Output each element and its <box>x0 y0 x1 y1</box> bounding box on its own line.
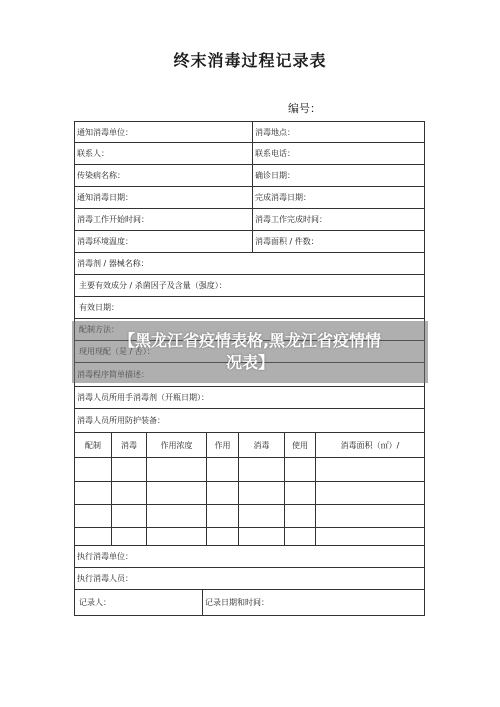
table-header-cell: 作用 <box>206 433 238 457</box>
table-cell <box>315 528 424 545</box>
table-header-cell: 作用浓度 <box>146 433 206 457</box>
table-row <box>74 505 425 528</box>
table-header-cell: 消毒面积（㎡）/ <box>315 433 424 457</box>
exec-unit-label: 执行消毒单位： <box>77 552 133 561</box>
row-times <box>74 209 425 231</box>
notify-date-label: 通知消毒日期： <box>77 193 133 202</box>
row-contact <box>74 143 425 165</box>
row-staff-hand <box>74 387 425 409</box>
end-time-label: 消毒工作完成时间： <box>252 209 424 230</box>
table-cell <box>75 482 111 504</box>
caption-line-2: 况表】 <box>225 353 274 372</box>
table-cell <box>111 458 146 481</box>
table-row <box>74 528 425 546</box>
caption-overlay <box>72 321 428 383</box>
table-cell <box>238 458 284 481</box>
table-cell <box>206 458 238 481</box>
table-cell <box>238 505 284 527</box>
form-title: 终末消毒过程记录表 <box>173 51 327 70</box>
notify-unit-label: 通知消毒单位： <box>77 127 133 137</box>
table-cell <box>315 458 424 481</box>
row-notify-unit <box>74 121 425 143</box>
table-cell <box>146 458 206 481</box>
table-cell <box>75 458 111 481</box>
row-exec-unit <box>74 546 425 568</box>
table-row <box>74 458 425 482</box>
table-cell <box>206 528 238 545</box>
row-disease <box>74 165 425 187</box>
table-cell <box>206 482 238 504</box>
disinfect-site-label: 消毒地点： <box>252 122 424 142</box>
row-agent-name <box>74 253 425 275</box>
serial-number-label: 编号： <box>288 102 321 115</box>
env-temp-label: 消毒环境温度： <box>77 237 133 246</box>
table-cell <box>75 505 111 527</box>
staff-hand-label: 消毒人员所用手消毒剂（开瓶日期）： <box>77 393 209 402</box>
table-cell <box>284 528 315 545</box>
table-cell <box>284 482 315 504</box>
row-recorder <box>74 590 425 616</box>
row-exec-staff <box>74 568 425 590</box>
table-cell <box>284 458 315 481</box>
agent-name-label: 消毒剂 / 器械名称： <box>77 259 149 268</box>
table-cell <box>315 482 424 504</box>
area-count-label: 消毒面积 / 件数： <box>252 231 424 252</box>
diagnosis-date-label: 确诊日期： <box>252 165 424 186</box>
table-cell <box>111 505 146 527</box>
table-cell <box>238 482 284 504</box>
table-cell <box>315 505 424 527</box>
caption-line-1: 【黑龙江省疫情表格,黑龙江省疫情情 <box>118 331 382 350</box>
table-cell <box>75 528 111 545</box>
table-cell <box>146 528 206 545</box>
table-cell <box>206 505 238 527</box>
expiry-label: 有效日期： <box>79 303 119 312</box>
ingredients-label: 主要有效成分 / 杀菌因子及含量（强度）： <box>79 281 227 290</box>
table-header-cell: 使用 <box>284 433 315 457</box>
staff-ppe-label: 消毒人员所用防护装备： <box>77 416 165 425</box>
table-row <box>74 482 425 505</box>
table-cell <box>111 528 146 545</box>
table-header-cell: 消毒 <box>238 433 284 457</box>
table-cell <box>238 528 284 545</box>
row-env <box>74 231 425 253</box>
record-date-label: 记录日期和时间： <box>202 590 424 615</box>
row-dates <box>74 187 425 209</box>
table-cell <box>146 505 206 527</box>
exec-staff-label: 执行消毒人员： <box>77 574 133 583</box>
contact-label: 联系人： <box>77 149 109 158</box>
table-cell <box>284 505 315 527</box>
complete-date-label: 完成消毒日期： <box>252 187 424 208</box>
contact-phone-label: 联系电话： <box>252 143 424 164</box>
row-ingredients <box>74 275 425 297</box>
recorder-label: 记录人： <box>79 598 111 607</box>
start-time-label: 消毒工作开始时间： <box>77 215 149 224</box>
table-header-cell: 配制 <box>85 440 101 450</box>
row-expiry <box>74 297 425 319</box>
table-header-cell: 消毒 <box>111 433 146 457</box>
row-staff-ppe <box>74 409 425 433</box>
table-cell <box>146 482 206 504</box>
table-header-row <box>74 433 425 458</box>
table-cell <box>111 482 146 504</box>
disease-name-label: 传染病名称： <box>77 171 125 180</box>
